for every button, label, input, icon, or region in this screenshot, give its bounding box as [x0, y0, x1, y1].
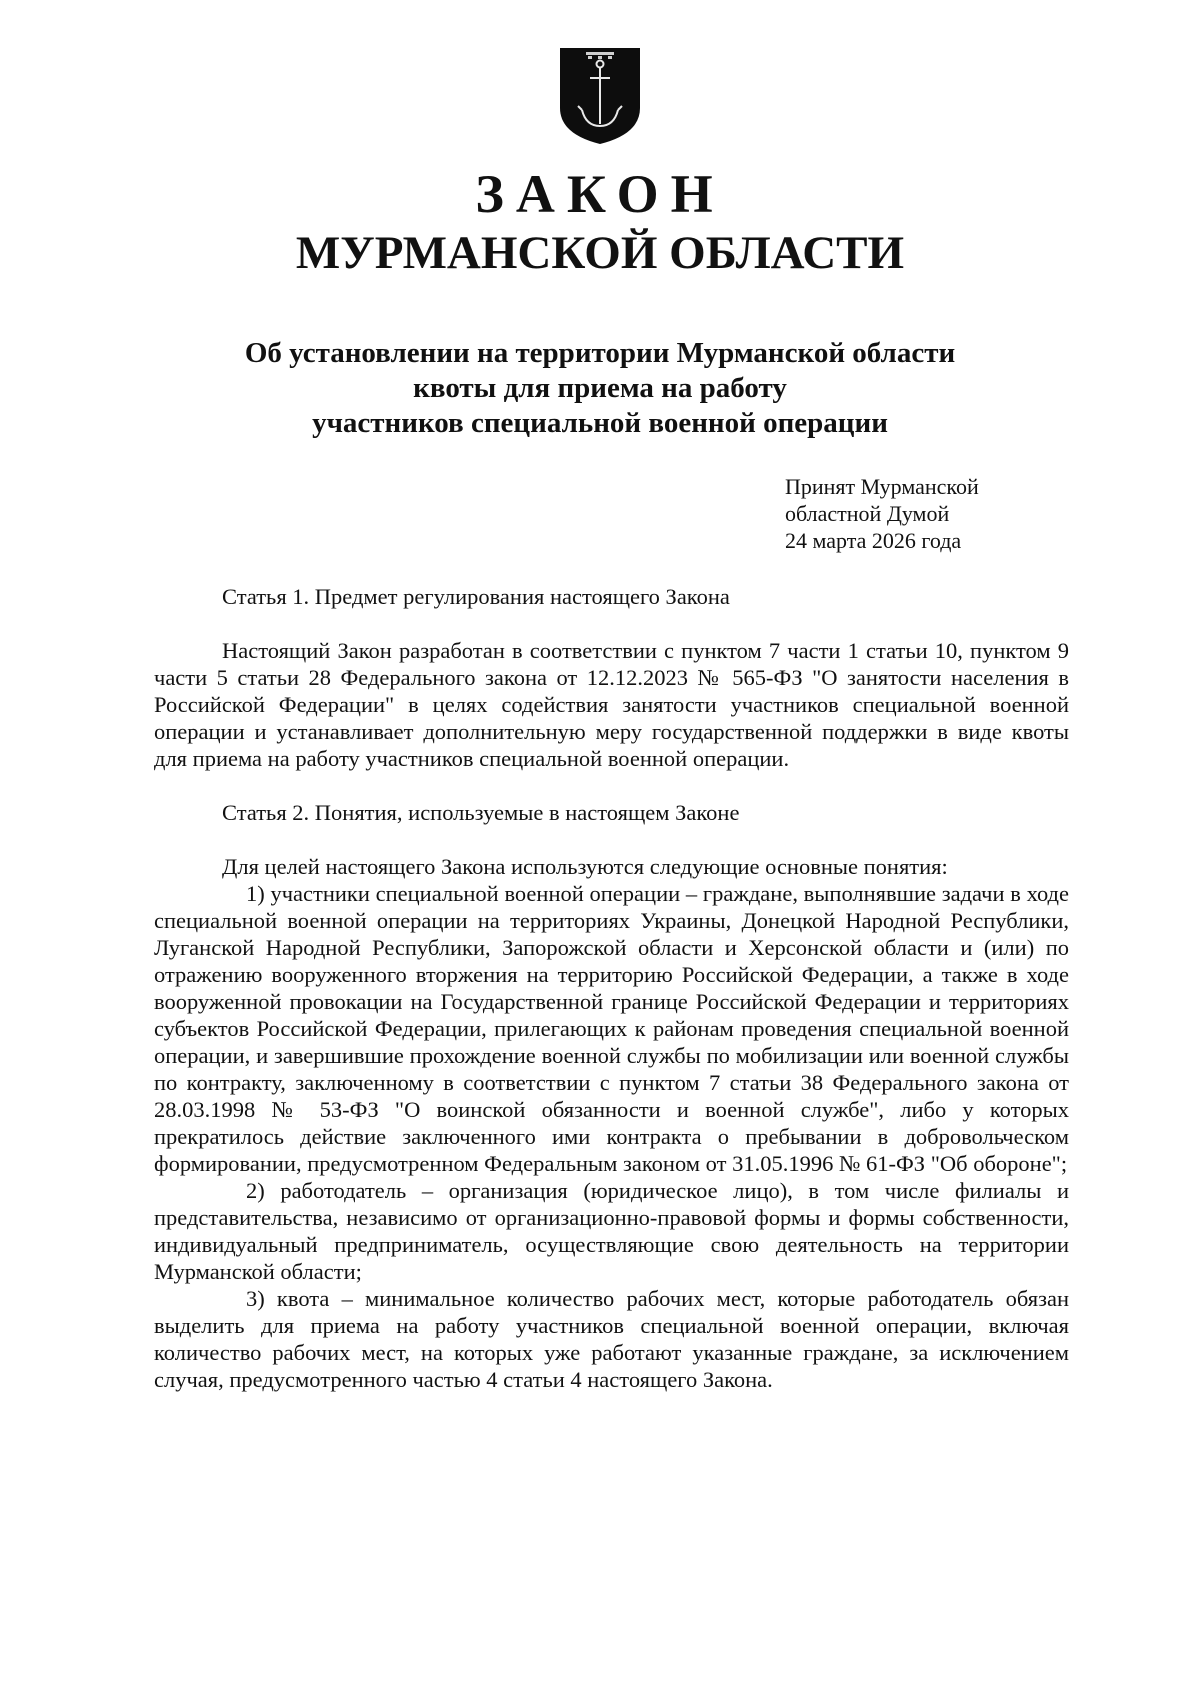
definition-item: 2) работодатель – организация (юридическое лицо), в том числе филиалы и представительства, независимо от организационно-правовой формы и формы собственности, индивидуальный предприниматель, осуществляющие свою деятельность на территории Мурманской области; [154, 1178, 1069, 1284]
law-title-line: квоты для приема на работу [413, 372, 787, 404]
adoption-date: 24 марта 2026 года [785, 528, 962, 553]
law-heading: ЗАКОН [475, 164, 725, 224]
adoption-line: Принят Мурманской [785, 474, 979, 499]
document-body [154, 583, 1069, 1393]
adoption-note [785, 473, 979, 554]
adoption-line: областной Думой [785, 501, 950, 526]
murmansk-coat-of-arms-icon [558, 46, 642, 146]
article-2-intro: Для целей настоящего Закона используются следующие основные понятия: [222, 854, 948, 879]
definition-item: 3) квота – минимальное количество рабочих мест, которые работодатель обязан выделить для приема на работу участников специальной военной операции, включая количество рабочих мест, на которых уже работают указанные граждане, за исключением случая, предусмотренного частью 4 статьи 4 настоящего Закона. [154, 1286, 1069, 1392]
article-2-heading: Статья 2. Понятия, используемые в настоящем Законе [222, 800, 740, 825]
law-title [0, 336, 1200, 441]
law-title-line: Об установлении на территории Мурманской области [244, 337, 956, 369]
article-1-heading: Статья 1. Предмет регулирования настоящего Закона [222, 584, 730, 609]
definition-item: 1) участники специальной военной операции – граждане, выполнявшие задачи в ходе специальной военной операции на территориях Украины, Донецкой Народной Республики, Луганской Народной Республики, Запорожской области и Херсонской области и (или) по отражению вооруженного вторжения на территорию Российской Федерации, а также в ходе вооруженной провокации на Государственной границе Российской Федерации и территориях субъектов Российской Федерации, прилегающих к районам проведения специальной военной операции, и завершившие прохождение военной службы по мобилизации или военной службы по контракту, заключенному в соответствии с пунктом 7 статьи 38 Федерального закона от 28.03.1998 № 53-ФЗ "О воинской обязанности и военной службе", либо у которых прекратилось действие заключенного ими контракта о пребывании в добровольческом формировании, предусмотренном Федеральным законом от 31.05.1996 № 61-ФЗ "Об обороне"; [154, 881, 1069, 1176]
article-1-text: Настоящий Закон разработан в соответствии с пунктом 7 части 1 статьи 10, пунктом 9 части 5 статьи 28 Федерального закона от 12.12.2023 № 565-ФЗ "О занятости населения в Российской Федерации" в целях содействия занятости участников специальной военной операции и устанавливает дополнительную меру государственной поддержки в виде квоты для приема на работу участников специальной военной операции. [154, 638, 1069, 771]
region-heading: МУРМАНСКОЙ ОБЛАСТИ [295, 227, 905, 279]
law-title-line: участников специальной военной операции [312, 407, 888, 439]
